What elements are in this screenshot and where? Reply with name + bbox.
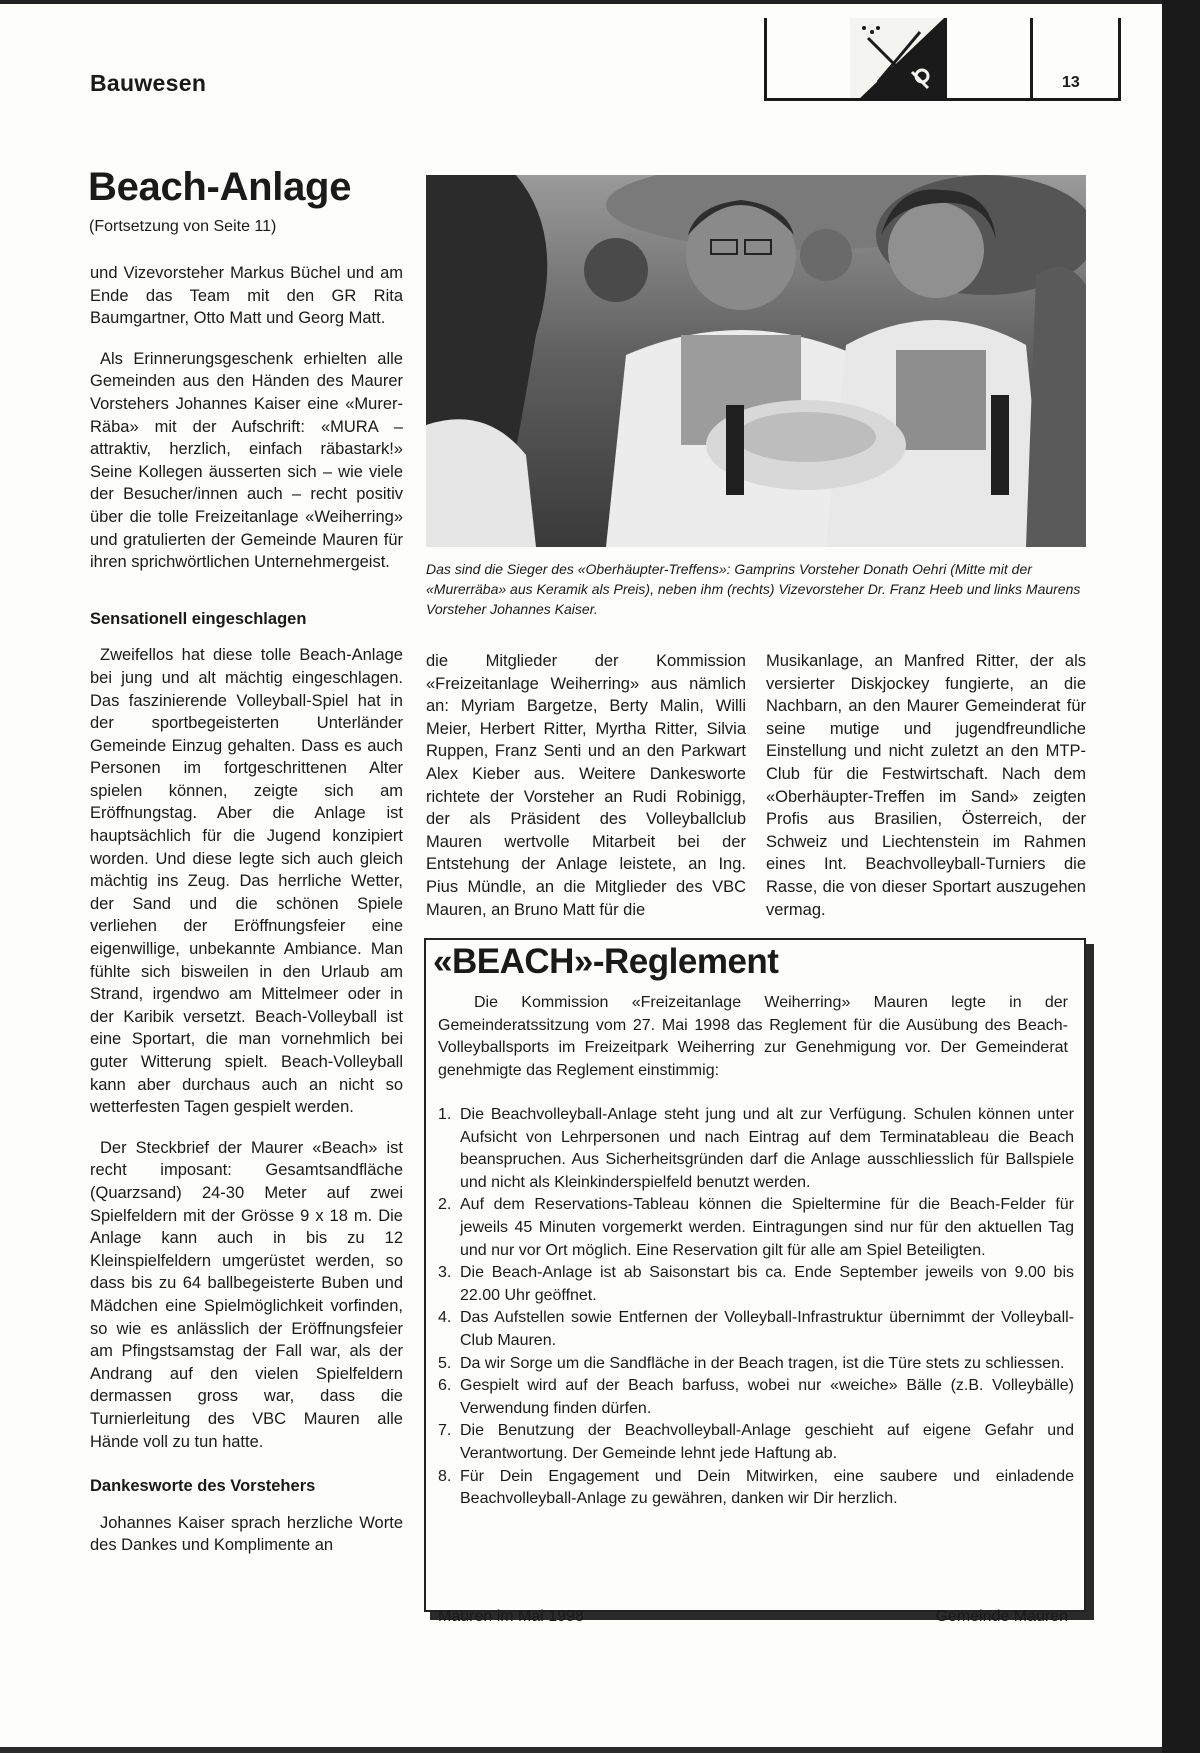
reglement-title: «BEACH»-Reglement: [433, 942, 779, 981]
winners-photo-image: [426, 175, 1086, 547]
subheading-sensationell: Sensationell eingeschlagen: [90, 609, 307, 628]
article-column-3: [766, 650, 1086, 939]
rule-text: Das Aufstellen sowie Entfernen der Volleyball-Infrastruktur übernimmt der Volleyball-Club Mauren.: [460, 1309, 1074, 1349]
rule-text: Die Beach-Anlage ist ab Saisonstart bis ca. Ende September jeweils von 9.00 bis 22.00 Uhr geöffnet.: [460, 1264, 1074, 1304]
rule-text: Die Beachvolleyball-Anlage steht jung und alt zur Verfügung. Schulen können unter Aufsicht von Lehrpersonen und nach Eintrag auf dem Terminatableau die Beach beanspruchen. Aus Sicherheitsgründen darf die Anlage ausschliesslich für Ballspiele und nicht als Kleinkinderspielfeld benutzt werden.: [460, 1106, 1074, 1191]
photo-caption: Das sind die Sieger des «Oberhäupter-Treffens»: Gamprins Vorsteher Donath Oehri (Mitte mit der «Murerräba» aus Keramik als Preis), neben ihm (rechts) Vizevorsteher Dr. Franz Heeb und links Maurens Vorsteher Johannes Kaiser.: [426, 561, 1081, 617]
header-box-line: [944, 18, 947, 98]
rule-item: [438, 1375, 1074, 1420]
rule-text: Auf dem Reservations-Tableau können die Spieltermine für die Beach-Felder für jeweils 45 Minuten vorgemerkt werden. Eintragungen sind nur für den aktuellen Tag und nur vor Ort möglich. Eine Reservation gilt für alle am Spiel Beteiligten.: [460, 1196, 1074, 1259]
place-date: Mauren im Mai 1998: [438, 1608, 584, 1625]
header-rule: [764, 98, 1121, 101]
rule-number: 4.: [438, 1309, 452, 1327]
header-box-line: [764, 18, 767, 98]
continuation-note: (Fortsetzung von Seite 11): [89, 218, 277, 235]
rule-number: 7.: [438, 1422, 452, 1440]
page-number: 13: [1062, 74, 1080, 91]
rule-text: Gespielt wird auf der Beach barfuss, wobei nur «weiche» Bälle (z.B. Volleybälle) Verwendung finden dürfen.: [460, 1377, 1074, 1417]
page-top-border: [0, 0, 1162, 4]
article-title: Beach-Anlage: [88, 165, 352, 209]
paragraph: Zweifellos hat diese tolle Beach-Anlage bei jung und alt mächtig eingeschlagen. Das faszinierende Volleyball-Spiel hat in der sportbegeisterten Unterländer Gemeinde Einzug gehalten. Dass es auch Personen im fortgeschrittenen Alter spielen können, zeigte sich am Eröffnungstag. Aber die Anlage ist hauptsächlich für die Jugend konzipiert worden. Und diese legte sich auch gleich mächtig ins Zeug. Das herrliche Wetter, der Sand und die schönen Spiele verliehen der Eröffnungsfeier eine eigenwillige, unbekannte Ambiance. Man fühlte sich bisweilen in den Urlaub am Strand, irgendwo am Mittelmeer oder in der Karibik versetzt. Beach-Volleyball ist eine Sportart, die man vornehmlich bei guter Witterung spielt. Beach-Volleyball kann aber durchaus auch an nicht so wetterfesten Tagen gespielt werden.: [90, 646, 403, 1117]
rule-item: [438, 1262, 1074, 1307]
paragraph: Johannes Kaiser sprach herzliche Worte des Dankes und Komplimente an: [90, 1513, 403, 1555]
rule-number: 3.: [438, 1264, 452, 1282]
page-right-edge: [1162, 0, 1200, 1753]
rule-text: Für Dein Engagement und Dein Mitwirken, eine saubere und einladende Beachvolleyball-Anlage zu gewähren, danken wir Dir herzlich.: [460, 1467, 1074, 1508]
paragraph: Der Steckbrief der Maurer «Beach» ist recht imposant: Gesamtsandfläche (Quarzsand) 24-30 Meter auf zwei Spielfeldern mit der Grösse 9 x 18 m. Die Anlage kann auch in bis zu 12 Kleinspielfeldern umgerüstet werden, so dass bis zu 64 ballbegeisterte Buben und Mädchen eine Spielmöglichkeit vorfinden, so wie es anlässlich der Eröffnungsfeier am Pfingstsamstag der Fall war, als der Andrang auf den vielen Spielfeldern dermassen gross war, dass die Turnierleitung des VBC Mauren alle Hände voll zu tun hatte.: [90, 1138, 403, 1451]
signature: Gemeinde Mauren: [935, 1608, 1068, 1625]
paragraph: Musikanlage, an Manfred Ritter, der als versierter Diskjockey fungierte, an die Nachbarn, an den Maurer Gemeinderat für seine mutige und jugendfreundliche Einstellung und nicht zuletzt an den MTP-Club für die Festwirtschaft. Nach dem «Oberhäupter-Treffen im Sand» zeigten Profis aus Brasilien, Österreich, der Schweiz und Liechtenstein im Rahmen eines Int. Beachvolleyball-Turniers die Rasse, die von dieser Sportart auszugehen vermag.: [766, 652, 1086, 919]
rule-text: Die Benutzung der Beachvolleyball-Anlage geschieht auf eigene Gefahr und Verantwortung. Der Gemeinde lehnt jede Haftung ab.: [460, 1422, 1074, 1462]
article-column-1: [90, 262, 403, 1575]
subheading-dankesworte: Dankesworte des Vorstehers: [90, 1477, 316, 1496]
paragraph: die Mitglieder der Kommission «Freizeitanlage Weiherring» aus nämlich an: Myriam Bargetze, Berty Malin, Willi Meier, Herbert Ritter, Myrtha Ritter, Silvia Ruppen, Franz Senti und an den Parkwart Alex Kieber aus. Weitere Dankesworte richtete der Vorsteher an Rudi Robinigg, der als Präsident des Volleyballclub Mauren wertvolle Mitarbeit bei der Entstehung der Anlage leistete, an Ing. Pius Mündle, an die Mitglieder des VBC Mauren, an Bruno Matt für die: [426, 652, 746, 919]
reglement-intro: Die Kommission «Freizeitanlage Weiherring» Mauren legte in der Gemeinderatssitzung vom 27. Mai 1998 das Reglement für die Ausübung des Beach-Volleyballsports im Freizeitpark Weiherring zur Genehmigung vor. Der Gemeinderat genehmigte das Reglement einstimmig:: [438, 994, 1068, 1079]
paragraph: und Vizevorsteher Markus Büchel und am Ende das Team mit den GR Rita Baumgartner, Otto Matt und Georg Matt.: [90, 264, 403, 328]
section-label: Bauwesen: [90, 70, 207, 96]
rule-number: 2.: [438, 1196, 452, 1214]
reglement-rules: [438, 1104, 1074, 1511]
article-column-2: [426, 650, 746, 939]
rule-item: [438, 1194, 1074, 1262]
rule-item: [438, 1420, 1074, 1465]
paragraph: Als Erinnerungsgeschenk erhielten alle Gemeinden aus den Händen des Maurer Vorstehers Johannes Kaiser eine «Murer-Räba» mit der Aufschrift: «MURA – attraktiv, herzlich, einfach räbastark!» Seine Kollegen äusserten sich – wie viele der Besucher/innen auch – recht positiv über die tolle Freizeitanlage «Weiherring» und gratulierten der Gemeinde Mauren für ihren sprichwörtlichen Unternehmergeist.: [90, 349, 403, 572]
rule-text: Da wir Sorge um die Sandfläche in der Beach tragen, ist die Türe stets zu schliessen.: [460, 1354, 1065, 1372]
reglement-box: [424, 938, 1086, 1625]
header-box-line: [1118, 18, 1121, 98]
rule-number: 6.: [438, 1377, 452, 1395]
rule-item: [438, 1353, 1074, 1376]
event-photo: [426, 175, 1086, 547]
page-bottom-border: [0, 1747, 1162, 1753]
rule-number: 8.: [438, 1467, 452, 1485]
rule-number: 1.: [438, 1106, 452, 1123]
rule-item: [438, 1466, 1074, 1511]
rule-number: 5.: [438, 1354, 452, 1372]
municipal-crest-icon: [850, 18, 944, 98]
rule-item: [438, 1307, 1074, 1352]
box-shadow: [1086, 944, 1094, 1618]
rule-item: [438, 1104, 1074, 1194]
header-box-line: [1030, 18, 1033, 98]
